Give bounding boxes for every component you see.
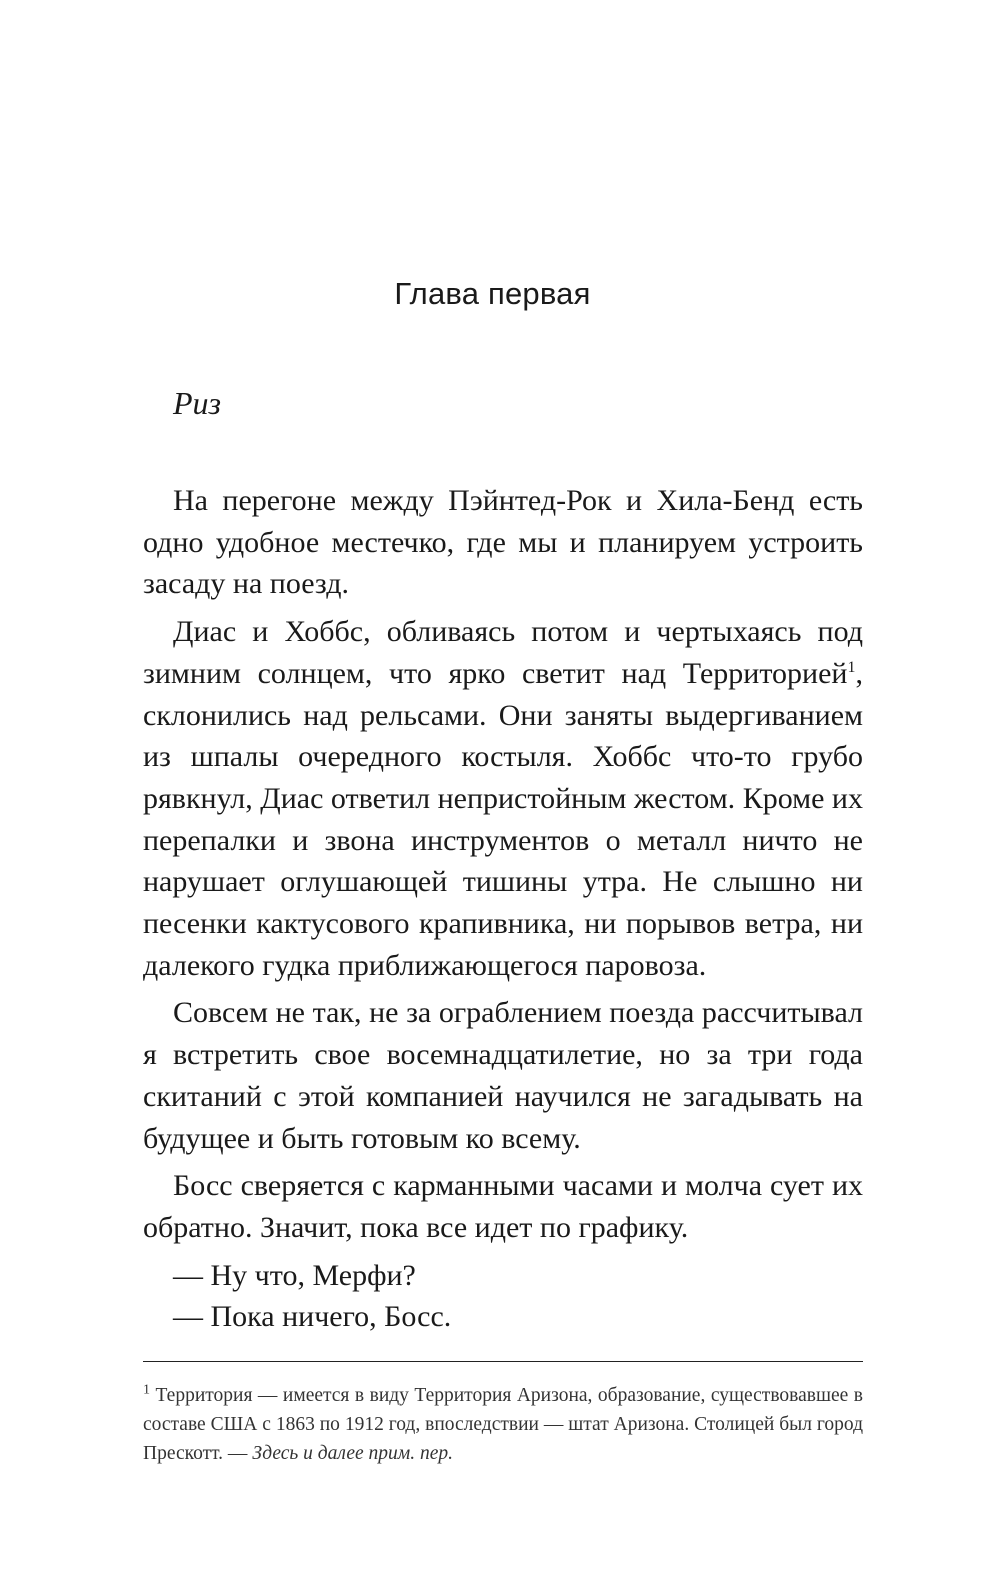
paragraph-4: Босс сверяется с карманными часами и молча сует их обратно. Значит, пока все идет по графику. bbox=[143, 1169, 863, 1244]
body-text bbox=[143, 480, 863, 1338]
dialogue-line-2: — Пока ничего, Босс. bbox=[173, 1300, 452, 1334]
paragraph-3: Совсем не так, не за ограблением поезда рассчитывал я встретить свое восемнадцатилетие, но за три года скитаний с этой компанией научился не загадывать на будущее и быть готовым ко всему. bbox=[143, 996, 863, 1155]
narrator-name: Риз bbox=[173, 385, 222, 421]
paragraph-1: На перегоне между Пэйнтед-Рок и Хила-Бенд есть одно удобное местечко, где мы и планируем устроить засаду на поезд. bbox=[143, 484, 863, 601]
footnote-translator-note: Здесь и далее прим. пер. bbox=[252, 1443, 454, 1464]
dialogue-line-1: — Ну что, Мерфи? bbox=[173, 1258, 416, 1292]
footnote-text: Территория — имеется в виду Территория Аризона, образование, существовавшее в составе США с 1863 по 1912 год, впоследствии — штат Аризона. Столицей был город Прескотт. — bbox=[143, 1385, 863, 1464]
footnote bbox=[143, 1381, 863, 1468]
paragraph-2-start: Диас и Хоббс, обливаясь потом и чертыхаясь под зимним солнцем, что ярко светит над Территорией bbox=[143, 615, 863, 690]
paragraph-2-end: , склонились над рельсами. Они заняты выдергиванием из шпалы очередного костыля. Хоббс что-то грубо рявкнул, Диас ответил непристойным жестом. Кроме их перепалки и звона инструментов о металл ничто не нарушает оглушающей тишины утра. Не слышно ни песенки кактусового крапивника, ни порывов ветра, ни далекого гудка приближающегося паровоза. bbox=[143, 656, 863, 982]
footnote-mark: 1 bbox=[143, 1382, 150, 1398]
paragraph-2 bbox=[143, 611, 863, 986]
footnote-divider bbox=[143, 1361, 863, 1362]
footnote-reference[interactable]: 1 bbox=[847, 658, 856, 676]
chapter-title: Глава первая bbox=[394, 276, 591, 311]
